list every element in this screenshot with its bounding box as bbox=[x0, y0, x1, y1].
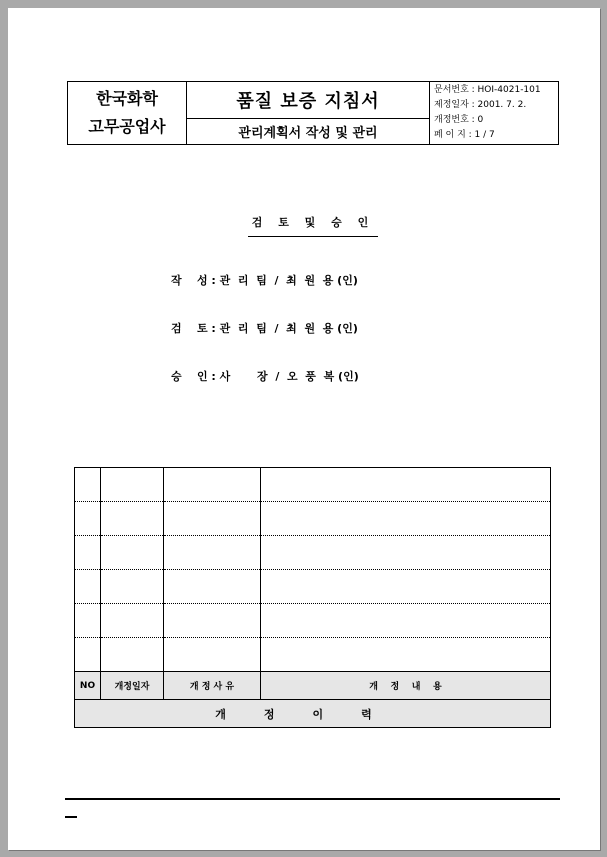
history-cell bbox=[261, 638, 551, 672]
history-cell bbox=[101, 536, 164, 570]
history-cell bbox=[261, 604, 551, 638]
signature-approved: 승 인 : 사 장 / 오 풍 복 (인) bbox=[171, 370, 359, 383]
history-cell bbox=[101, 570, 164, 604]
history-cell bbox=[101, 604, 164, 638]
history-cell bbox=[101, 468, 164, 502]
review-title: 검 토 및 승 인 bbox=[248, 214, 378, 237]
meta-date: 제정일자 : 2001. 7. 2. bbox=[434, 100, 527, 110]
history-cell bbox=[164, 604, 261, 638]
history-cell bbox=[164, 570, 261, 604]
history-cell bbox=[261, 570, 551, 604]
meta-doc-no: 문서번호 : HOI-4021-101 bbox=[434, 85, 541, 95]
col-no: NO bbox=[75, 672, 101, 700]
history-footer-row bbox=[75, 700, 551, 728]
header-table bbox=[67, 81, 559, 145]
history-cell bbox=[164, 638, 261, 672]
document-page bbox=[8, 8, 600, 850]
company-line-1: 한국화학 bbox=[96, 89, 158, 108]
history-cell bbox=[261, 502, 551, 536]
footer-stub bbox=[65, 816, 77, 818]
signature-reviewed: 검 토 : 관 리 팀 / 최 원 용 (인) bbox=[171, 322, 358, 335]
history-cell bbox=[164, 536, 261, 570]
history-blank-row bbox=[75, 468, 551, 502]
col-reason: 개 정 사 유 bbox=[164, 672, 261, 700]
history-cell bbox=[101, 638, 164, 672]
history-cell bbox=[75, 570, 101, 604]
company-cell bbox=[68, 82, 187, 144]
history-cell bbox=[75, 604, 101, 638]
meta-page: 페 이 지 : 1 / 7 bbox=[434, 130, 495, 140]
history-blank-row bbox=[75, 638, 551, 672]
history-cell bbox=[75, 468, 101, 502]
col-content: 개 정 내 용 bbox=[261, 672, 551, 700]
history-cell bbox=[75, 536, 101, 570]
document-subtitle: 관리계획서 작성 및 관리 bbox=[238, 126, 378, 141]
history-cell bbox=[164, 468, 261, 502]
history-cell bbox=[75, 638, 101, 672]
history-blank-row bbox=[75, 604, 551, 638]
meta-cell bbox=[430, 82, 558, 144]
col-date: 개정일자 bbox=[101, 672, 164, 700]
history-blank-row bbox=[75, 536, 551, 570]
history-cell bbox=[164, 502, 261, 536]
history-cell bbox=[261, 468, 551, 502]
footer-rule bbox=[65, 798, 560, 800]
history-blank-row bbox=[75, 502, 551, 536]
revision-history-table bbox=[74, 467, 551, 728]
company-line-2: 고무공업사 bbox=[88, 117, 166, 136]
signature-written: 작 성 : 관 리 팀 / 최 원 용 (인) bbox=[171, 274, 358, 287]
title-cell bbox=[187, 82, 430, 144]
history-cell bbox=[101, 502, 164, 536]
history-header-row bbox=[75, 672, 551, 700]
history-cell bbox=[261, 536, 551, 570]
history-blank-row bbox=[75, 570, 551, 604]
meta-revision: 개정번호 : 0 bbox=[434, 115, 484, 125]
history-cell bbox=[75, 502, 101, 536]
document-title: 품질 보증 지침서 bbox=[187, 82, 429, 119]
history-footer-label: 개정이력 bbox=[75, 700, 551, 728]
